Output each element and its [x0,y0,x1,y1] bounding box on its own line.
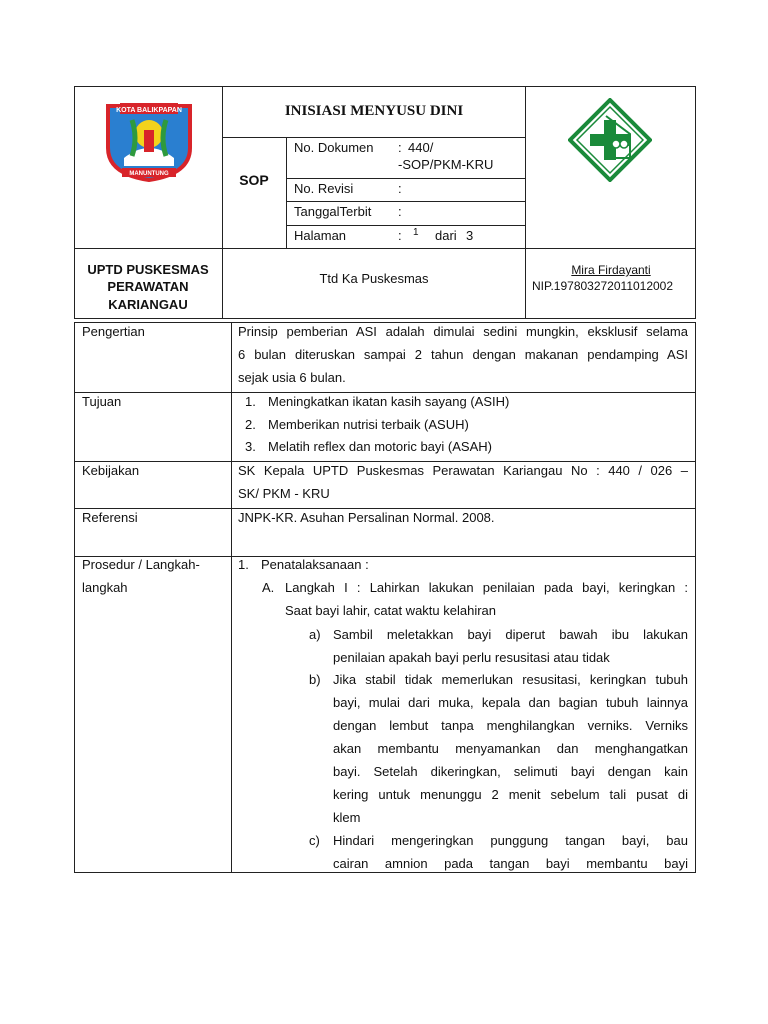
step-1-text: Penatalaksanaan : [261,557,369,572]
section-label-tujuan: Tujuan [82,394,122,409]
sub-c-line-1: Hindari mengeringkan punggung tangan bayi, bau [333,833,688,848]
pengertian-line-1: Prinsip pemberian ASI adalah dimulai sedini mungkin, eksklusif selama [238,324,688,339]
sub-b-line-6: kering untuk menunggu 2 menit sebelum tali pusat di [333,787,688,802]
tujuan-num-3: 3. [245,439,256,454]
kebijakan-line-2: SK/ PKM - KRU [238,486,330,501]
section-label-referensi: Referensi [82,510,138,525]
org-name-line3: KARIANGAU [108,297,188,312]
tujuan-num-2: 2. [245,417,256,432]
field-sep: : [398,228,402,243]
section-label-kebijakan: Kebijakan [82,463,140,478]
sub-b-line-3: dengan lembut tanpa menghilangkan verniks. Verniks [333,718,688,733]
pengertian-line-3: sejak usia 6 bulan. [238,370,346,385]
pengertian-line-2: 6 bulan diteruskan sampai 2 tahun dengan makanan pendamping ASI [238,347,688,362]
section-label-prosedur-1: Prosedur / Langkah- [82,557,200,572]
step-a-line-2: Saat bayi lahir, catat waktu kelahiran [285,603,497,618]
step-a-num: A. [262,580,275,595]
field-label-no-dokumen: No. Dokumen [294,140,374,155]
section-label-prosedur-2: langkah [82,580,128,595]
step-a-line-1: Langkah I : Lahirkan lakukan penilaian pada bayi, keringkan : [285,580,688,595]
field-label-tanggal-terbit: TanggalTerbit [294,204,372,219]
referensi-line-1: JNPK-KR. Asuhan Persalinan Normal. 2008. [238,510,495,525]
city-emblem-logo [102,100,196,184]
field-value-no-dokumen: 440/ [408,140,434,155]
section-label-pengertian: Pengertian [82,324,145,339]
kebijakan-line-1: SK Kepala UPTD Puskesmas Perawatan Kariangau No : 440 / 026 – [238,463,688,478]
tujuan-text-2: Memberikan nutrisi terbaik (ASUH) [268,417,469,432]
sop-label: SOP [239,172,269,188]
page-number: 1 [413,227,419,238]
org-name-line2: PERAWATAN [107,279,189,294]
sub-a-line-2: penilaian apakah bayi perlu resusitasi atau tidak [333,650,610,665]
sub-c-num: c) [309,833,320,848]
sub-a-line-1: Sambil meletakkan bayi diperut bawah ibu lakukan [333,627,688,642]
step-1-num: 1. [238,557,249,572]
puskesmas-logo [568,98,652,182]
tujuan-text-1: Meningkatkan ikatan kasih sayang (ASIH) [268,394,510,409]
signature-label: Ttd Ka Puskesmas [319,271,429,286]
field-label-halaman: Halaman [294,228,347,243]
sub-b-line-5: bayi. Setelah dikeringkan, selimuti bayi dengan kain [333,764,688,779]
field-sep: : [398,204,402,219]
field-value-no-dokumen-2: -SOP/PKM-KRU [398,157,494,172]
field-sep: : [398,181,402,196]
document-title: INISIASI MENYUSU DINI [284,103,464,119]
sub-a-num: a) [309,627,321,642]
tujuan-text-3: Melatih reflex dan motoric bayi (ASAH) [268,439,492,454]
field-sep: : [398,140,402,155]
sub-b-line-1: Jika stabil tidak memerlukan resusitasi, keringkan tubuh [333,672,688,687]
page-of-label: dari [435,228,457,243]
tujuan-num-1: 1. [245,394,256,409]
signer-nip: NIP.197803272011012002 [532,279,674,293]
sub-b-line-7: klem [333,810,361,825]
svg-text:KOTA BALIKPAPAN: KOTA BALIKPAPAN [116,107,182,114]
sub-b-line-4: akan membantu menyamankan dan menghangatkan [333,741,688,756]
page-total: 3 [466,228,474,243]
sub-b-num: b) [309,672,321,687]
sub-b-line-2: bayi, mulai dari muka, kepala dan bagian tubuh lainnya [333,695,688,710]
org-name-line1: UPTD PUSKESMAS [87,262,209,277]
signer-name: Mira Firdayanti [571,263,651,277]
svg-text:MANUNTUNG: MANUNTUNG [129,171,169,177]
field-label-no-revisi: No. Revisi [294,181,354,196]
sub-c-line-2: cairan amnion pada tangan bayi membantu bayi [333,856,688,871]
